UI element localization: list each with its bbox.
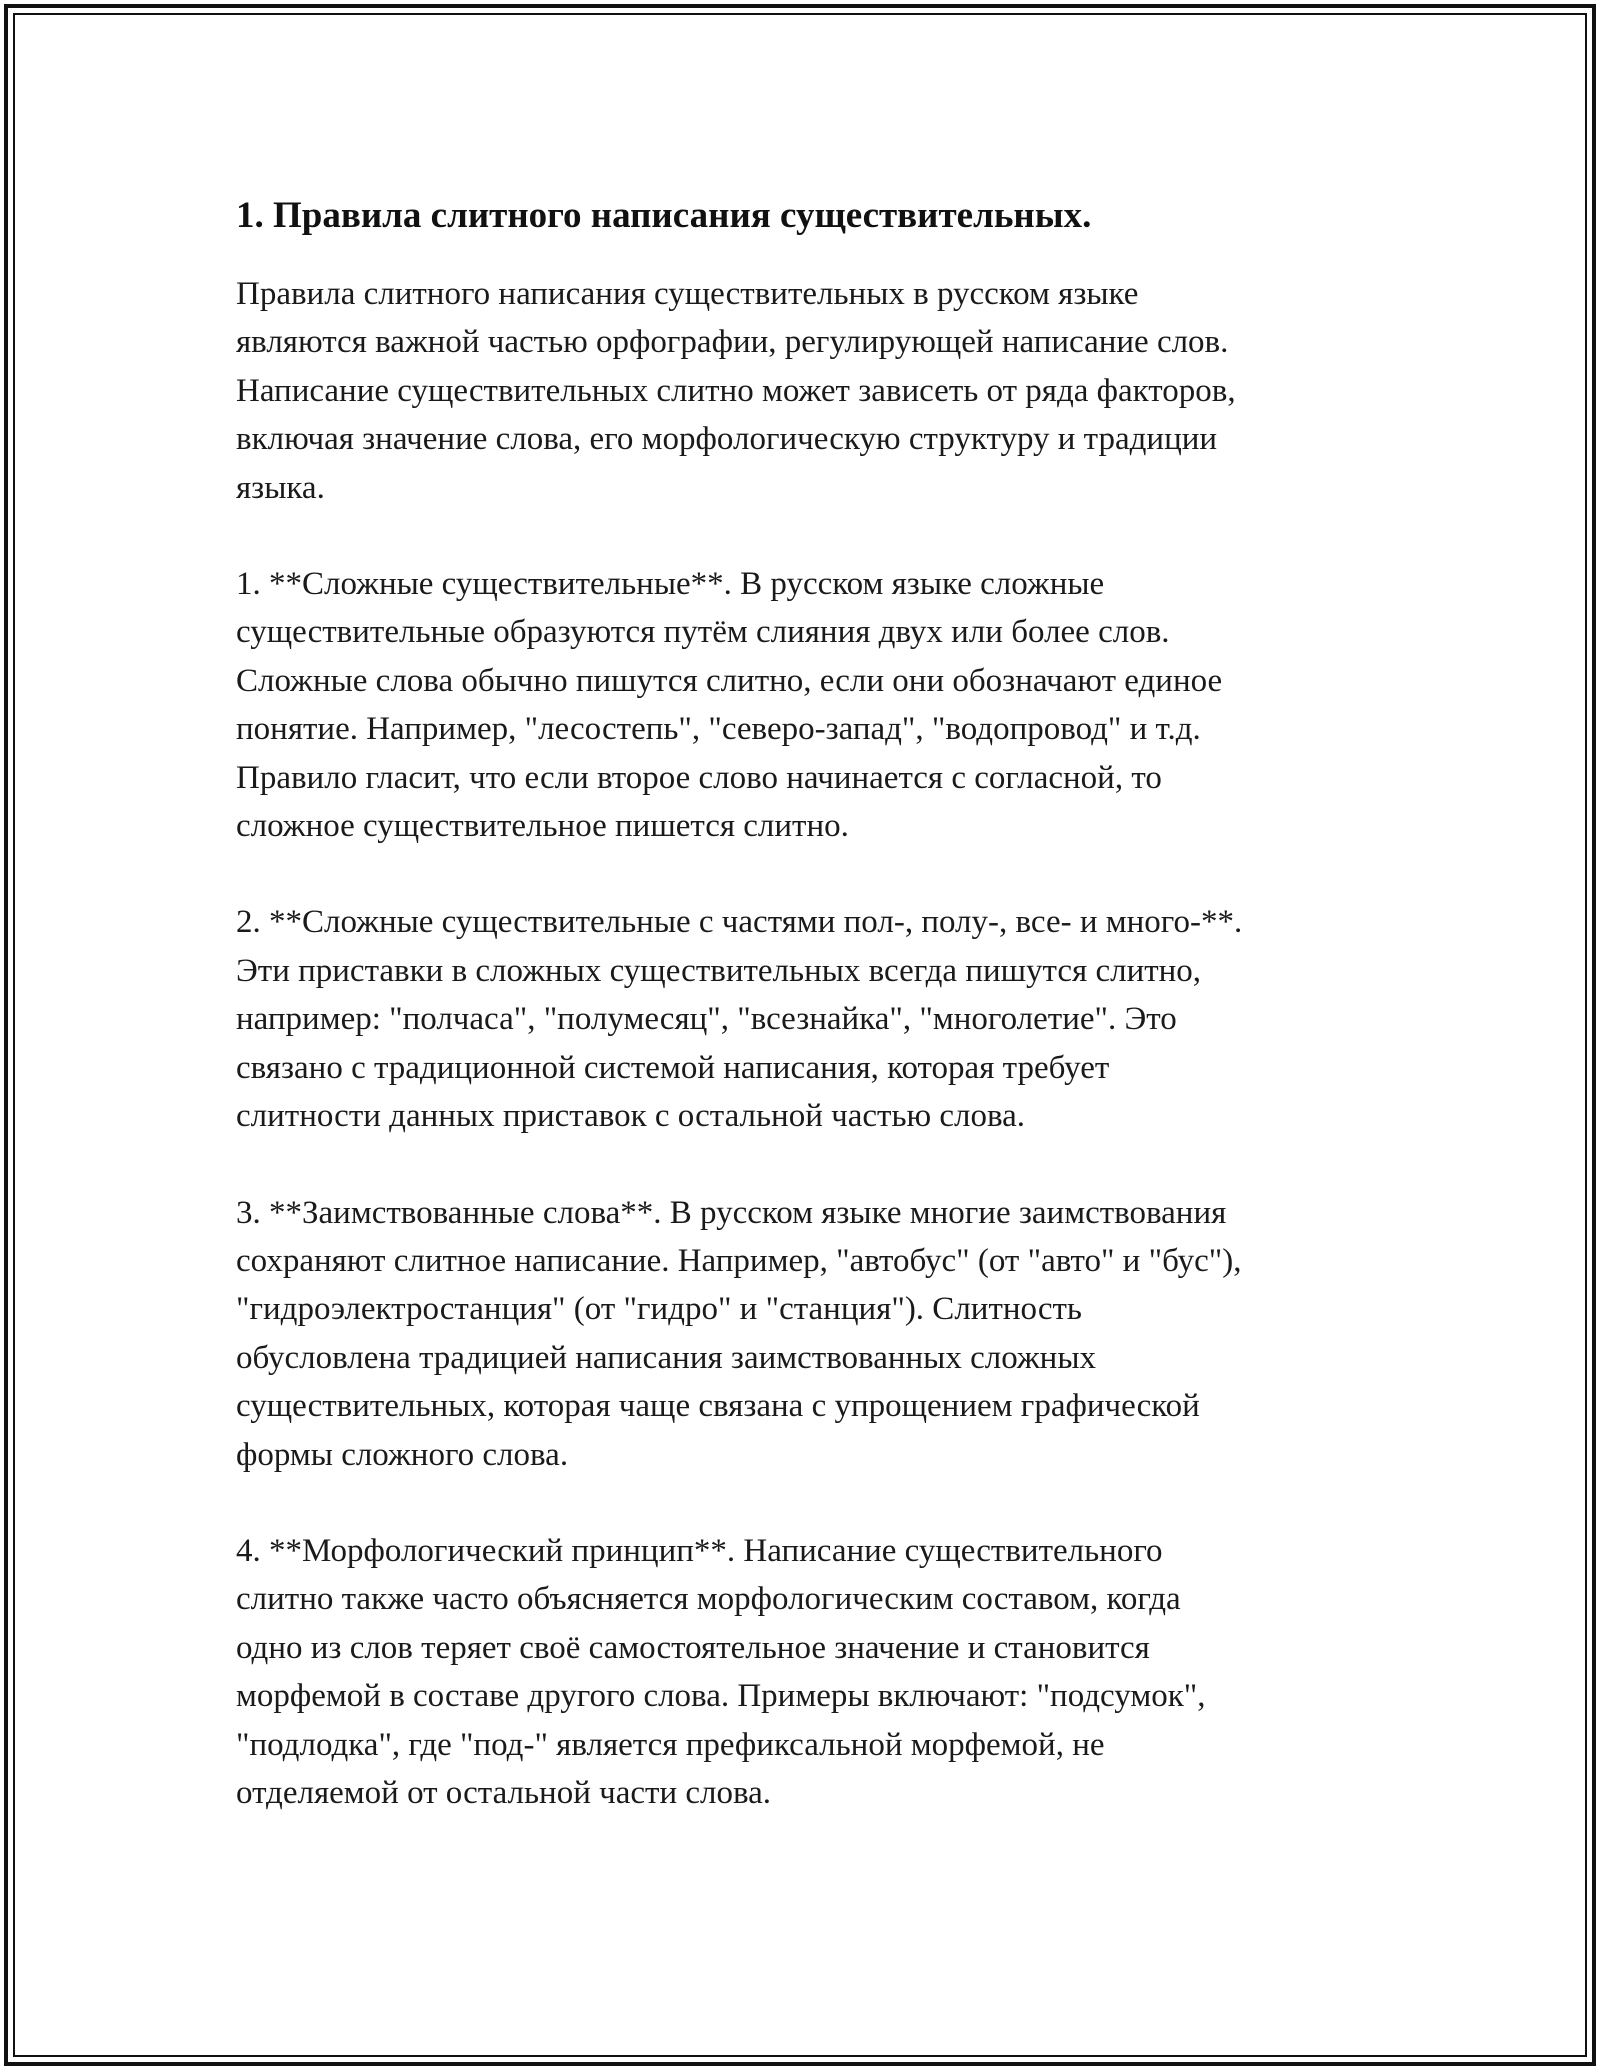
text-line: обусловлена традицией написания заимствованных сложных	[236, 1339, 1097, 1376]
text-line: включая значение слова, его морфологическую структуру и традиции	[236, 421, 1218, 458]
paragraph-intro	[236, 270, 1376, 512]
text-line: "подлодка", где "под-" является префиксальной морфемой, не	[236, 1726, 1105, 1763]
text-line: 2. **Сложные существительные с частями пол-, полу-, все- и много-**.	[236, 904, 1243, 941]
paragraph-rule-3	[236, 1189, 1376, 1479]
text-line: существительных, которая чаще связана с упрощением графической	[236, 1388, 1200, 1425]
text-line: языка.	[236, 469, 325, 506]
text-line: морфемой в составе другого слова. Примеры включают: "подсумок",	[236, 1678, 1206, 1715]
text-line: отделяемой от остальной части слова.	[236, 1774, 772, 1811]
text-line: Написание существительных слитно может зависеть от ряда факторов,	[236, 372, 1236, 409]
document-title: 1. Правила слитного написания существительных.	[236, 195, 1092, 236]
document-body	[236, 186, 1376, 1865]
text-line: понятие. Например, "лесостепь", "северо-запад", "водопровод" и т.д.	[236, 711, 1201, 748]
text-line: сохраняют слитное написание. Например, "автобус" (от "авто" и "бус"),	[236, 1242, 1242, 1279]
text-line: Сложные слова обычно пишутся слитно, если они обозначают единое	[236, 662, 1223, 699]
text-line: одно из слов теряет своё самостоятельное значение и становится	[236, 1629, 1150, 1666]
text-line: Правило гласит, что если второе слово начинается с согласной, то	[236, 759, 1162, 796]
text-line: 3. **Заимствованные слова**. В русском языке многие заимствования	[236, 1194, 1227, 1231]
paragraph-rule-1	[236, 560, 1376, 850]
paragraph-rule-4	[236, 1527, 1376, 1817]
paragraph-rule-2	[236, 898, 1376, 1140]
text-line: связано с традиционной системой написания, которая требует	[236, 1049, 1110, 1086]
text-line: являются важной частью орфографии, регулирующей написание слов.	[236, 324, 1229, 361]
text-line: Эти приставки в сложных существительных всегда пишутся слитно,	[236, 952, 1202, 989]
text-line: существительные образуются путём слияния двух или более слов.	[236, 614, 1170, 651]
text-line: формы сложного слова.	[236, 1436, 569, 1473]
text-line: "гидроэлектростанция" (от "гидро" и "станция"). Слитность	[236, 1291, 1082, 1328]
text-line: сложное существительное пишется слитно.	[236, 808, 849, 845]
text-line: 4. **Морфологический принцип**. Написание существительного	[236, 1532, 1163, 1569]
text-line: слитности данных приставок с остальной частью слова.	[236, 1098, 1026, 1135]
text-line: например: "полчаса", "полумесяц", "всезнайка", "многолетие". Это	[236, 1001, 1177, 1038]
text-line: Правила слитного написания существительных в русском языке	[236, 276, 1139, 312]
text-line: 1. **Сложные существительные**. В русском языке сложные	[236, 566, 1105, 603]
text-line: слитно также часто объясняется морфологическим составом, когда	[236, 1581, 1181, 1618]
